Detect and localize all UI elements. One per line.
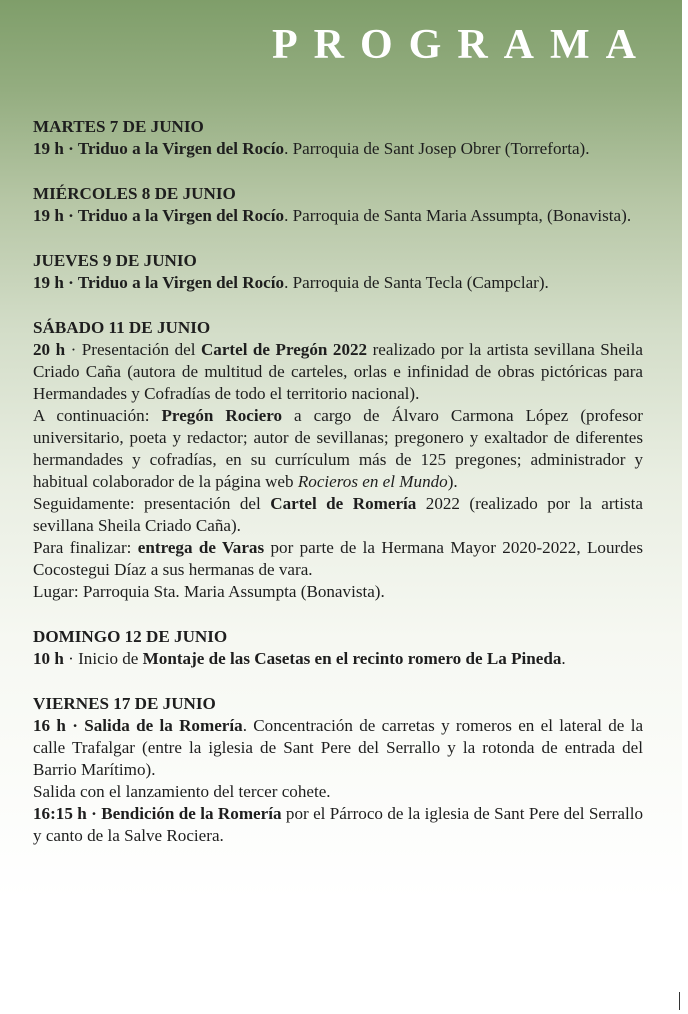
- event-title: Montaje de las Casetas en el recinto romero de La Pineda: [142, 649, 562, 668]
- event-text: por el Párroco de la iglesia de Sant Pere del Serrallo y canto de la Salve Rociera.: [33, 804, 643, 845]
- event-time: 19 h: [33, 273, 64, 292]
- event-title: Pregón Rociero: [161, 406, 283, 425]
- event-separator: ·: [63, 206, 78, 225]
- event-text: . Concentración de carretas y romeros en el lateral de la calle Trafalgar (entre la iglesia de Sant Pere del Serrallo y la rotonda de entrada del Barrio Marítimo).: [33, 716, 644, 779]
- event-text: realizado por la artista sevillana Sheila Criado Caña (autora de multitud de carteles, orlas e infinidad de obras pictóricas para Hermandades y Cofradías de todo el territorio nacional).: [33, 340, 643, 403]
- event-separator: ·: [63, 139, 78, 158]
- day-sabado: [33, 317, 643, 603]
- event-title: Salida de la Romería: [84, 716, 243, 735]
- day-martes: [33, 116, 643, 160]
- event-line: [33, 803, 643, 847]
- event-line: Salida con el lanzamiento del tercer cohete.: [33, 782, 331, 801]
- day-heading: DOMINGO 12 DE JUNIO: [33, 627, 228, 646]
- event-location: Lugar: Parroquia Sta. Maria Assumpta (Bonavista).: [33, 582, 385, 601]
- day-heading: SÁBADO 11 DE JUNIO: [33, 318, 211, 337]
- event-title: Bendición de la Romería: [101, 804, 282, 823]
- event-text: A continuación:: [33, 406, 162, 425]
- event-title: entrega de Varas: [137, 538, 265, 557]
- day-viernes: [33, 693, 643, 847]
- event-title: Cartel de Pregón 2022: [200, 340, 368, 359]
- day-domingo: [33, 626, 643, 670]
- event-text: Seguidamente: presentación del: [33, 494, 271, 513]
- event-separator: ·: [65, 716, 85, 735]
- event-text: Para finalizar:: [33, 538, 138, 557]
- event-time: 16 h: [33, 716, 66, 735]
- event-line: [33, 138, 643, 160]
- event-text: . Parroquia de Sant Josep Obrer (Torreforta).: [284, 139, 590, 158]
- day-heading: VIERNES 17 DE JUNIO: [33, 694, 216, 713]
- event-title: Triduo a la Virgen del Rocío: [77, 273, 285, 292]
- event-time: 16:15 h: [33, 804, 87, 823]
- page-title: PROGRAMA: [272, 22, 652, 68]
- event-text: por parte de la Hermana Mayor 2020-2022, Lourdes Cocostegui Díaz a sus hermanas de vara.: [33, 538, 643, 579]
- event-text: a cargo de Álvaro Carmona López (profesor universitario, poeta y redactor; autor de sevillanas; pregonero y exaltador de diferentes hermandades y cofradías, en su currículum más de 125 pregones; administrador y habitual colaborador de la página web: [33, 406, 643, 491]
- event-title: Cartel de Romería: [270, 494, 417, 513]
- event-time: 19 h: [33, 206, 64, 225]
- event-line: [33, 715, 643, 781]
- event-time: 20 h: [33, 340, 66, 359]
- event-text: · Presentación del: [65, 340, 201, 359]
- event-text: .: [561, 649, 566, 668]
- event-separator: ·: [86, 804, 102, 823]
- day-heading: MARTES 7 DE JUNIO: [33, 117, 204, 136]
- program-content: [33, 116, 643, 870]
- page-edge-mark: [679, 992, 680, 1010]
- event-title: Triduo a la Virgen del Rocío: [77, 206, 285, 225]
- event-text: . Parroquia de Santa Maria Assumpta, (Bonavista).: [284, 206, 632, 225]
- event-line: [33, 493, 643, 537]
- day-miercoles: [33, 183, 643, 227]
- day-jueves: [33, 250, 643, 294]
- website-name: Rocieros en el Mundo: [297, 472, 448, 491]
- event-text: · Inicio de: [63, 649, 143, 668]
- event-time: 19 h: [33, 139, 64, 158]
- event-text: 2022 (realizado por la artista sevillana Sheila Criado Caña).: [33, 494, 643, 535]
- event-line: [33, 205, 643, 227]
- event-line: [33, 272, 643, 294]
- event-text: . Parroquia de Santa Tecla (Campclar).: [284, 273, 549, 292]
- event-line: [33, 405, 643, 493]
- event-line: [33, 648, 643, 670]
- event-title: Triduo a la Virgen del Rocío: [77, 139, 285, 158]
- day-heading: JUEVES 9 DE JUNIO: [33, 251, 197, 270]
- event-text: ).: [447, 472, 458, 491]
- event-separator: ·: [63, 273, 78, 292]
- event-line: [33, 537, 643, 581]
- day-heading: MIÉRCOLES 8 DE JUNIO: [33, 184, 236, 203]
- event-time: 10 h: [33, 649, 64, 668]
- event-line: [33, 339, 643, 405]
